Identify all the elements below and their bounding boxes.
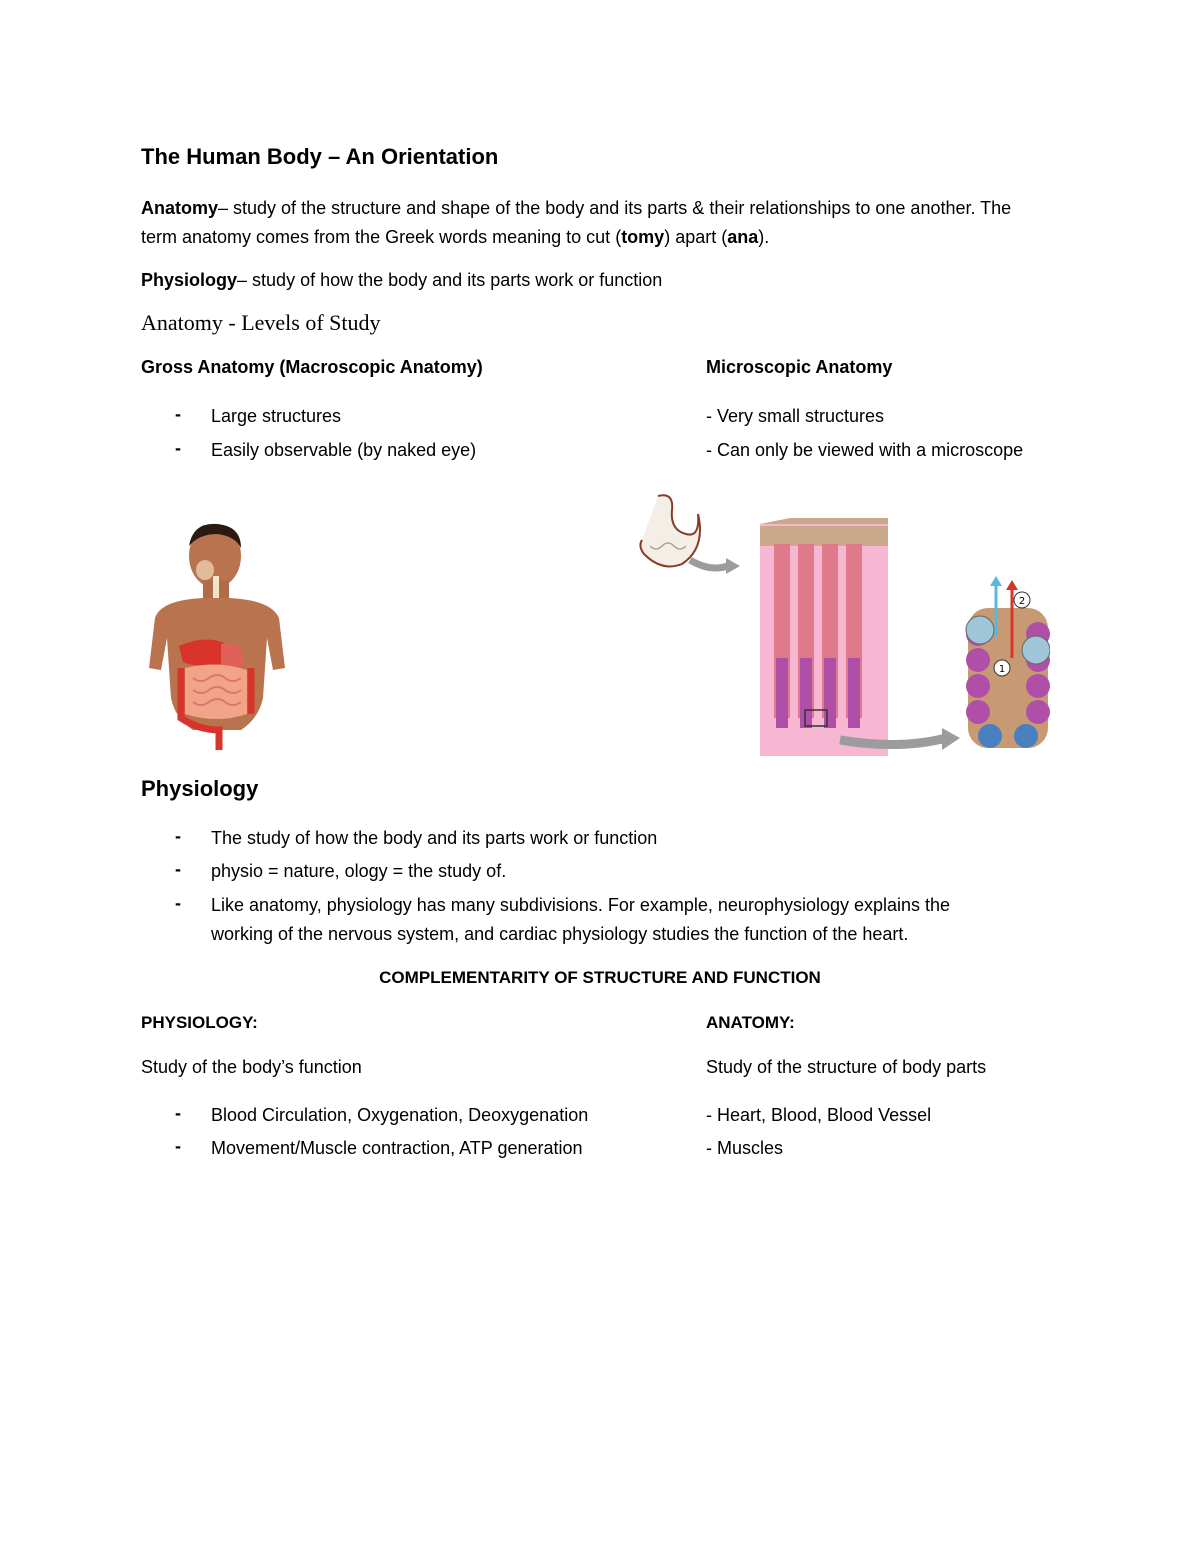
gross-item-2: Easily observable (by naked eye) (211, 440, 477, 460)
microscopic-tissue-illustration (630, 488, 1050, 760)
figure-label-1: 1 (998, 664, 1006, 675)
physiology-item-2: physio = nature, ology = the study of. (211, 861, 507, 881)
human-torso-illustration (145, 518, 290, 753)
anatomy-col-sub: Study of the structure of body parts (706, 1057, 987, 1077)
ana-term: ana (727, 227, 759, 247)
figure-label-2: 2 (1018, 596, 1026, 607)
physiology-definition (141, 266, 1041, 295)
micro-item-1: - Very small structures (706, 406, 885, 426)
bullet-dash: - (175, 859, 181, 879)
bullet-dash: - (175, 893, 181, 913)
anatomy-term: Anatomy (141, 198, 219, 218)
physiology-def-text: – study of how the body and its parts work or function (237, 270, 663, 290)
complementarity-heading: COMPLEMENTARITY OF STRUCTURE AND FUNCTION (379, 968, 821, 987)
anatomy-def-text-3: ). (758, 227, 770, 247)
anatomy-def-text-1: – study of the structure and shape of the body and its parts & their relationships to one another. The term anatomy comes from the Greek words meaning to cut ( (141, 198, 1012, 247)
bullet-dash: - (175, 1103, 181, 1123)
bullet-dash: - (175, 826, 181, 846)
physiology-item-3-cont: working of the nervous system, and cardiac physiology studies the function of the heart. (211, 924, 909, 944)
bullet-dash: - (175, 438, 181, 458)
micro-item-2: - Can only be viewed with a microscope (706, 440, 1024, 460)
anatomy-col-heading: ANATOMY: (706, 1013, 795, 1032)
physiology-col-sub: Study of the body’s function (141, 1057, 362, 1077)
anatomy-col-item-1: - Heart, Blood, Blood Vessel (706, 1105, 932, 1125)
page-title: The Human Body – An Orientation (141, 144, 499, 169)
anatomy-col-item-2: - Muscles (706, 1138, 784, 1158)
bullet-dash: - (175, 404, 181, 424)
bullet-dash: - (175, 1136, 181, 1156)
gross-item-1: Large structures (211, 406, 342, 426)
physiology-heading: Physiology (141, 776, 259, 801)
levels-heading: Anatomy - Levels of Study (141, 310, 381, 335)
physiology-term: Physiology (141, 270, 238, 290)
physiology-item-3: Like anatomy, physiology has many subdivisions. For example, neurophysiology explains the (211, 895, 951, 915)
physiology-col-heading: PHYSIOLOGY: (141, 1013, 258, 1032)
physiology-col-item-2: Movement/Muscle contraction, ATP generation (211, 1138, 583, 1158)
anatomy-def-text-2: ) apart ( (664, 227, 728, 247)
physiology-item-1: The study of how the body and its parts work or function (211, 828, 658, 848)
physiology-col-item-1: Blood Circulation, Oxygenation, Deoxygenation (211, 1105, 589, 1125)
anatomy-definition (141, 194, 1041, 252)
microscopic-anatomy-heading: Microscopic Anatomy (706, 357, 893, 377)
gross-anatomy-heading: Gross Anatomy (Macroscopic Anatomy) (141, 357, 483, 377)
tomy-term: tomy (621, 227, 665, 247)
